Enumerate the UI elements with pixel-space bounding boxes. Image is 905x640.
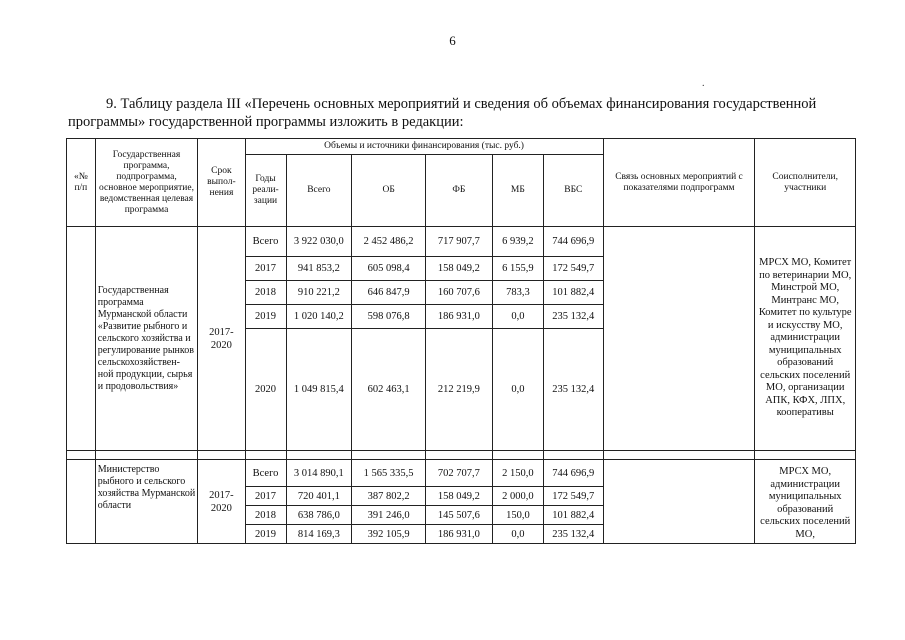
mb-cell: 6 939,2 [492,227,543,257]
total-cell: 3 014 890,1 [286,460,352,487]
coexec-cell: МРСХ МО, Комитет по ветеринарии МО, Минстрой МО, Минтранс МО, Комитет по культуре и искусству МО, администрации муниципальных образований сельских поселений МО, организации АПК, КФХ, ЛПХ, кооперативы [755,227,856,451]
ob-cell: 602 463,1 [352,329,426,451]
ob-cell: 598 076,8 [352,305,426,329]
vbs-cell: 172 549,7 [544,257,604,281]
ob-cell: 387 802,2 [352,487,426,506]
header-num: «№ п/п [67,139,96,227]
total-cell: 941 853,2 [286,257,352,281]
fb-cell: 717 907,7 [426,227,493,257]
program-table [66,138,856,544]
scan-mark: . [702,78,705,89]
header-term: Срок выпол-нения [198,139,245,227]
vbs-cell: 744 696,9 [544,460,604,487]
fb-cell: 186 931,0 [426,525,493,544]
vbs-cell: 235 132,4 [544,525,604,544]
table-row [67,460,856,487]
vbs-cell: 101 882,4 [544,506,604,525]
vbs-cell: 172 549,7 [544,487,604,506]
total-cell: 638 786,0 [286,506,352,525]
link-cell [603,227,755,451]
row-num-cell [67,460,96,544]
vbs-cell: 235 132,4 [544,305,604,329]
year-cell: Всего [245,227,286,257]
ob-cell: 2 452 486,2 [352,227,426,257]
heading-line-1: 9. Таблицу раздела III «Перечень основных мероприятий и сведения об объемах финансирования государственной [106,96,817,112]
program-name: Министерство рыбного и сельского хозяйства Мурманской области [95,460,198,544]
header-mb: МБ [492,155,543,227]
ob-cell: 392 105,9 [352,525,426,544]
mb-cell: 2 000,0 [492,487,543,506]
mb-cell: 0,0 [492,525,543,544]
program-term: 2017-2020 [198,227,245,451]
fb-cell: 212 219,9 [426,329,493,451]
mb-cell: 783,3 [492,281,543,305]
mb-cell: 0,0 [492,329,543,451]
total-cell: 1 020 140,2 [286,305,352,329]
total-cell: 1 049 815,4 [286,329,352,451]
fb-cell: 702 707,7 [426,460,493,487]
fb-cell: 186 931,0 [426,305,493,329]
section-heading [68,95,868,131]
year-cell: 2019 [245,305,286,329]
ob-cell: 391 246,0 [352,506,426,525]
header-vbs: ВБС [544,155,604,227]
year-cell: 2018 [245,506,286,525]
header-fb: ФБ [426,155,493,227]
coexec-cell: МРСХ МО, администрации муниципальных образований сельских поселений МО, [755,460,856,544]
vbs-cell: 744 696,9 [544,227,604,257]
heading-line-2: программы» государственной программы изложить в редакции: [68,114,464,130]
header-program: Государственная программа, подпрограмма, основное мероприятие, ведомственная целевая программа [95,139,198,227]
link-cell [603,460,755,544]
header-ob: ОБ [352,155,426,227]
year-cell: 2017 [245,487,286,506]
fb-cell: 158 049,2 [426,487,493,506]
ob-cell: 605 098,4 [352,257,426,281]
program-name: Государственная программа Мурманской области «Развитие рыбного и сельского хозяйства и регулирование рынков сельскохозяйствен-ной продукции, сырья и продовольствия» [95,227,198,451]
year-cell: 2019 [245,525,286,544]
program-term: 2017-2020 [198,460,245,544]
header-funding-group: Объемы и источники финансирования (тыс. руб.) [245,139,603,155]
vbs-cell: 101 882,4 [544,281,604,305]
ob-cell: 646 847,9 [352,281,426,305]
table-row [67,227,856,257]
year-cell: 2018 [245,281,286,305]
fb-cell: 158 049,2 [426,257,493,281]
mb-cell: 2 150,0 [492,460,543,487]
total-cell: 910 221,2 [286,281,352,305]
mb-cell: 6 155,9 [492,257,543,281]
table-separator-row [67,451,856,460]
year-cell: Всего [245,460,286,487]
total-cell: 814 169,3 [286,525,352,544]
header-link: Связь основных мероприятий с показателями подпрограмм [603,139,755,227]
vbs-cell: 235 132,4 [544,329,604,451]
year-cell: 2020 [245,329,286,451]
page-number: 6 [449,33,456,48]
header-total: Всего [286,155,352,227]
ob-cell: 1 565 335,5 [352,460,426,487]
year-cell: 2017 [245,257,286,281]
row-num-cell [67,227,96,451]
header-years: Годы реали-зации [245,155,286,227]
fb-cell: 160 707,6 [426,281,493,305]
mb-cell: 0,0 [492,305,543,329]
total-cell: 3 922 030,0 [286,227,352,257]
fb-cell: 145 507,6 [426,506,493,525]
mb-cell: 150,0 [492,506,543,525]
header-coexec: Соисполнители, участники [755,139,856,227]
total-cell: 720 401,1 [286,487,352,506]
